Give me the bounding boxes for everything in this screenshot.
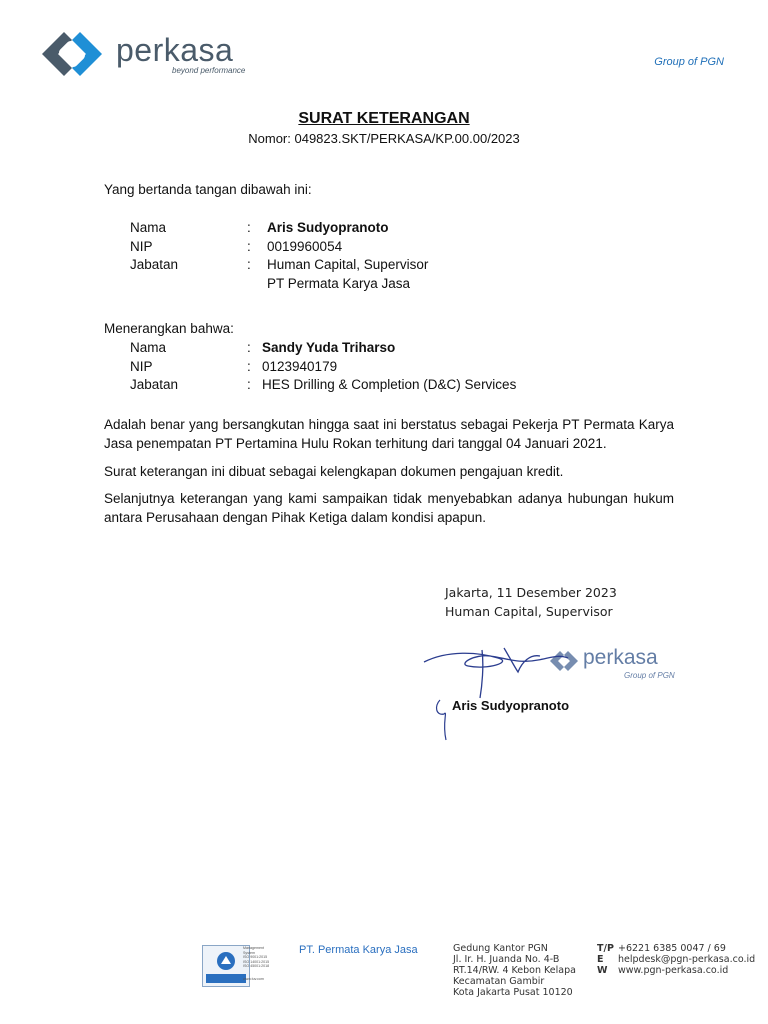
contact-key: T/P xyxy=(597,943,614,954)
paragraph-employment: Adalah benar yang bersangkutan hingga saat ini berstatus sebagai Pekerja PT Permata Karya Jasa penempatan PT Pertamina Hulu Rokan terhitung dari tanggal 04 Januari 2021. xyxy=(104,417,674,451)
badge-line: ISO 45001:2018 xyxy=(243,964,270,969)
signer-nip-label: NIP xyxy=(130,239,153,254)
footer-contacts xyxy=(597,943,762,976)
letter-number: Nomor: 049823.SKT/PERKASA/KP.00.00/2023 xyxy=(248,131,520,146)
contact-key: W xyxy=(597,965,608,976)
signer-position-label: Jabatan xyxy=(130,257,179,272)
intro-text: Yang bertanda tangan dibawah ini: xyxy=(104,182,312,197)
signature-place-date: Jakarta, 11 Desember 2023 xyxy=(445,585,617,600)
logo-tagline: beyond performance xyxy=(172,66,246,75)
signature-name: Aris Sudyopranoto xyxy=(452,698,570,713)
address-line: Jl. Ir. H. Juanda No. 4-B xyxy=(453,954,560,965)
subject-name-label: Nama xyxy=(130,340,167,355)
perkasa-logo-mark-icon xyxy=(38,28,110,80)
contact-website: www.pgn-perkasa.co.id xyxy=(618,965,729,976)
colon: : xyxy=(247,220,251,235)
badge-id: www.tuv.com xyxy=(243,976,264,981)
contact-phone: +6221 6385 0047 / 69 xyxy=(618,943,726,954)
contact-key: E xyxy=(597,954,604,965)
footer-company-name: PT. Permata Karya Jasa xyxy=(299,944,418,956)
badge-line: Management xyxy=(243,946,264,950)
stamp-subtitle: Group of PGN xyxy=(624,671,675,680)
footer-address xyxy=(453,943,576,998)
subject-details xyxy=(0,338,768,398)
subject-name: Sandy Yuda Triharso xyxy=(262,340,396,355)
subject-position: HES Drilling & Completion (D&C) Services xyxy=(262,377,517,392)
colon: : xyxy=(247,340,251,355)
group-tag: Group of PGN xyxy=(654,56,724,68)
subject-nip: 0123940179 xyxy=(262,359,338,374)
colon: : xyxy=(247,239,251,254)
statement-intro: Menerangkan bahwa: xyxy=(104,321,234,336)
letter-title: SURAT KETERANGAN xyxy=(298,110,470,127)
colon: : xyxy=(247,359,251,374)
badge-line: ISO 9001:2015 xyxy=(243,955,268,960)
handwritten-signature xyxy=(418,636,588,741)
signer-position: Human Capital, Supervisor xyxy=(267,257,429,272)
stamp-wordmark: perkasa xyxy=(583,646,658,669)
address-line: RT.14/RW. 4 Kebon Kelapa xyxy=(453,965,576,976)
colon: : xyxy=(247,377,251,392)
paragraph-purpose: Surat keterangan ini dibuat sebagai kelengkapan dokumen pengajuan kredit. xyxy=(104,464,564,479)
perkasa-logo xyxy=(38,28,253,80)
signer-nip: 0019960054 xyxy=(267,239,343,254)
signer-name: Aris Sudyopranoto xyxy=(267,220,389,235)
signature-position: Human Capital, Supervisor xyxy=(445,604,613,619)
badge-line: System xyxy=(243,950,255,955)
colon: : xyxy=(247,257,251,272)
badge-line: ISO 14001:2015 xyxy=(243,959,270,964)
signer-details xyxy=(0,218,768,298)
contact-email: helpdesk@pgn-perkasa.co.id xyxy=(618,954,756,965)
subject-position-label: Jabatan xyxy=(130,377,179,392)
certification-text xyxy=(243,946,281,982)
address-line: Kota Jakarta Pusat 10120 xyxy=(453,987,573,998)
address-line: Gedung Kantor PGN xyxy=(453,943,548,954)
signer-name-label: Nama xyxy=(130,220,167,235)
subject-nip-label: NIP xyxy=(130,359,153,374)
address-line: Kecamatan Gambir xyxy=(453,976,545,987)
paragraph-disclaimer: Selanjutnya keterangan yang kami sampaikan tidak menyebabkan adanya hubungan hukum antara Perusahaan dengan Pihak Ketiga dalam kondisi apapun. xyxy=(104,491,674,525)
signer-company: PT Permata Karya Jasa xyxy=(267,276,411,291)
logo-wordmark: perkasa xyxy=(116,32,234,68)
